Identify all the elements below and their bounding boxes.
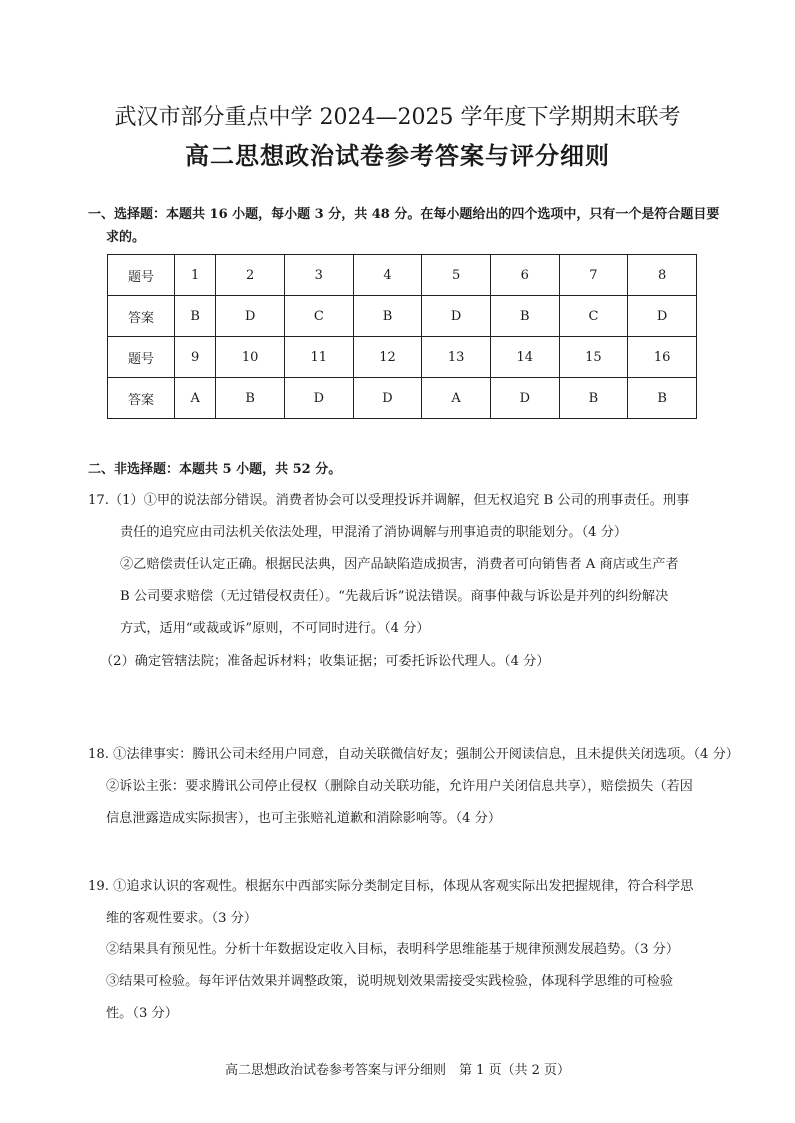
q18-line: ②诉讼主张：要求腾讯公司停止侵权（删除自动关联功能，允许用户关闭信息共享），赔偿损失（若因 [106,779,693,794]
table-cell: B [559,378,628,419]
table-cell: 3 [284,255,353,296]
table-cell: 16 [628,337,697,378]
q19-line: ②结果具有预见性。分析十年数据设定收入目标，表明科学思维能基于规律预测发展趋势。（3 分） [106,942,680,957]
table-cell: 11 [284,337,353,378]
row-header-cell: 题号 [108,255,175,296]
table-cell: D [628,296,697,337]
q19-line: 维的客观性要求。（3 分） [106,911,258,926]
table-cell: B [216,378,285,419]
section1-heading: 一、选择题：本题共 16 小题，每小题 3 分，共 48 分。在每小题给出的四个选项中，只有一个是符合题目要 [88,207,720,222]
row-header-cell: 题号 [108,337,175,378]
table-row [108,337,697,378]
table-cell: 5 [422,255,491,296]
table-cell: 13 [422,337,491,378]
table-cell: C [559,296,628,337]
table-cell: 2 [216,255,285,296]
table-row [108,255,697,296]
table-cell: A [422,378,491,419]
q19-line: ③结果可检验。每年评估效果并调整政策，说明规划效果需接受实践检验，体现科学思维的可检验 [106,974,674,989]
q17-line: 方式，适用“或裁或诉”原则，不可同时进行。（4 分） [120,621,430,636]
q17-line: B 公司要求赔偿（无过错侵权责任）。“先裁后诉”说法错误。商事仲裁与诉讼是并列的纠纷解决 [120,589,669,604]
table-cell: 1 [175,255,216,296]
q19-line: 19. ①追求认识的客观性。根据东中西部实际分类制定目标，体现从客观实际出发把握规律，符合科学思 [88,879,694,894]
q19-line: 性。（3 分） [106,1006,178,1021]
table-cell: 6 [490,255,559,296]
table-cell: D [216,296,285,337]
table-cell: 7 [559,255,628,296]
table-cell: 15 [559,337,628,378]
q18-line: 信息泄露造成实际损害），也可主张赔礼道歉和消除影响等。（4 分） [106,811,502,826]
q17-line: （2）确定管辖法院；准备起诉材料；收集证据；可委托诉讼代理人。（4 分） [100,654,550,669]
exam-title: 武汉市部分重点中学 2024—2025 学年度下学期期末联考 [114,105,681,130]
q17-line: 17.（1）①甲的说法部分错误。消费者协会可以受理投诉并调解，但无权追究 B 公司的刑事责任。刑事 [88,493,690,508]
table-cell: C [284,296,353,337]
table-cell: 10 [216,337,285,378]
table-cell: B [490,296,559,337]
table-cell: 9 [175,337,216,378]
table-cell: 4 [353,255,422,296]
table-cell: A [175,378,216,419]
document-title: 高二思想政治试卷参考答案与评分细则 [185,141,610,170]
table-cell: D [422,296,491,337]
answer-table [107,254,697,419]
row-header-cell: 答案 [108,378,175,419]
q17-line: 责任的追究应由司法机关依法处理，甲混淆了消协调解与刑事追责的职能划分。（4 分） [120,525,628,540]
section1-heading-cont: 求的。 [106,230,146,245]
page-footer: 高二思想政治试卷参考答案与评分细则 第 1 页（共 2 页） [224,1063,571,1078]
table-cell: 12 [353,337,422,378]
table-cell: D [490,378,559,419]
table-cell: 14 [490,337,559,378]
q17-line: ②乙赔偿责任认定正确。根据民法典，因产品缺陷造成损害，消费者可向销售者 A 商店或生产者 [120,557,679,572]
table-cell: 8 [628,255,697,296]
table-cell: B [175,296,216,337]
table-cell: B [353,296,422,337]
table-row [108,296,697,337]
table-cell: D [353,378,422,419]
table-cell: B [628,378,697,419]
table-cell: D [284,378,353,419]
section2-heading: 二、非选择题：本题共 5 小题，共 52 分。 [88,462,342,477]
table-row [108,378,697,419]
q18-line: 18. ①法律事实：腾讯公司未经用户同意，自动关联微信好友；强制公开阅读信息，且未提供关闭选项。（4 分） [88,747,739,762]
row-header-cell: 答案 [108,296,175,337]
